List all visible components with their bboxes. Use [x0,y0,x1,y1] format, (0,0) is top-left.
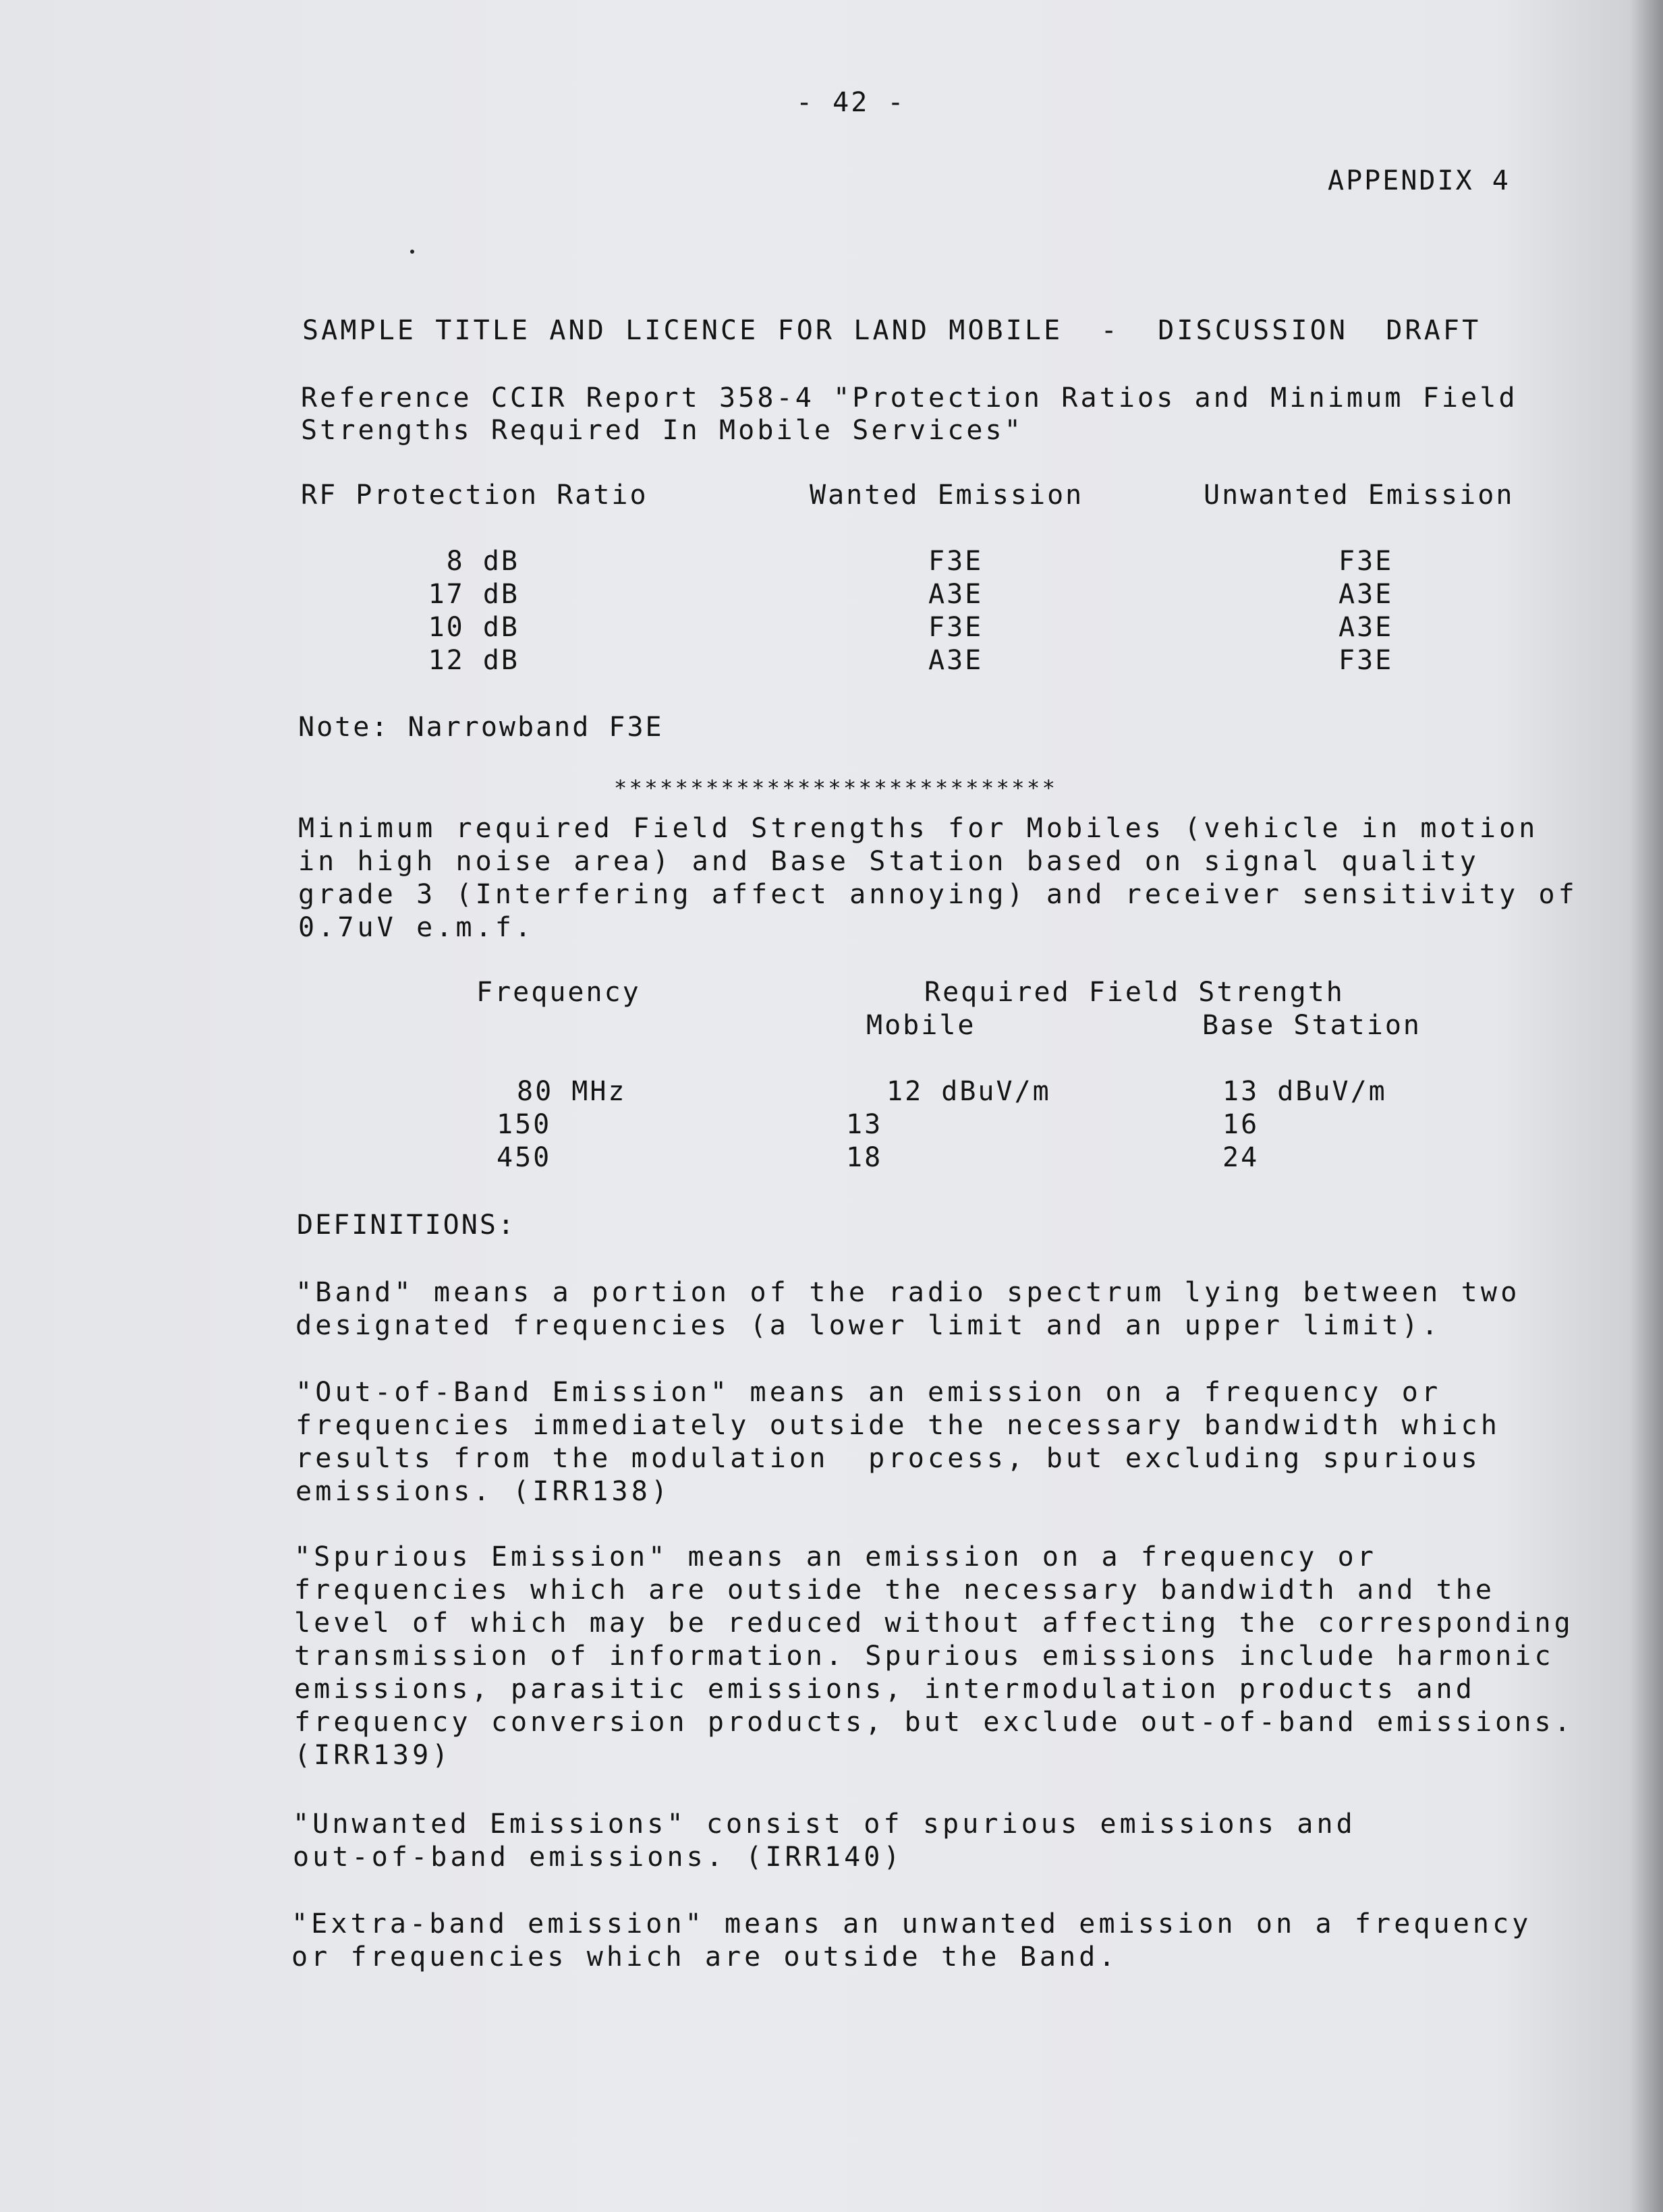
appendix-label: APPENDIX 4 [1328,165,1511,196]
definition-out-of-band-line: emissions. (IRR138) [295,1476,671,1507]
definition-band-line: designated frequencies (a lower limit and an upper limit). [295,1310,1442,1341]
header-required-field-strength: Required Field Strength [924,977,1345,1008]
ratio-value: 8 dB [446,546,519,577]
col-header-rf-protection: RF Protection Ratio [301,480,648,511]
min-field-line-2: in high noise area) and Base Station based on signal quality [298,846,1479,877]
definition-spurious-line: emissions, parasitic emissions, intermodulation products and [294,1674,1475,1705]
definition-spurious-line: frequency conversion products, but exclude out-of-band emissions. [294,1707,1574,1738]
base-station-value: 13 dBuV/m [1222,1076,1387,1107]
wanted-emission-value: F3E [928,546,984,577]
separator: ***************************** [614,775,1058,801]
ratio-value: 17 dB [428,579,519,610]
unwanted-emission-value: F3E [1338,645,1394,676]
page-number: - 42 - [796,87,906,118]
reference-line-1: Reference CCIR Report 358-4 "Protection Ratios and Minimum Field [301,382,1518,414]
min-field-line-4: 0.7uV e.m.f. [298,912,535,943]
note: Note: Narrowband F3E [298,712,664,743]
header-mobile: Mobile [866,1010,976,1041]
header-base-station: Base Station [1202,1010,1421,1041]
wanted-emission-value: A3E [928,645,984,676]
unwanted-emission-value: F3E [1338,546,1394,577]
definition-spurious-line: transmission of information. Spurious emissions include harmonic [294,1641,1554,1672]
mobile-value: 12 dBuV/m [886,1076,1051,1107]
wanted-emission-value: F3E [928,612,984,643]
frequency-value: 80 MHz [517,1076,627,1107]
ratio-value: 12 dB [428,645,519,676]
definition-unwanted-line: out-of-band emissions. (IRR140) [293,1842,903,1873]
min-field-line-3: grade 3 (Interfering affect annoying) and receiver sensitivity of [298,879,1578,910]
document-title: SAMPLE TITLE AND LICENCE FOR LAND MOBILE - DISCUSSION DRAFT [302,315,1482,346]
wanted-emission-value: A3E [928,579,984,610]
unwanted-emission-value: A3E [1338,579,1394,610]
definition-out-of-band-line: frequencies immediately outside the necessary bandwidth which [295,1410,1501,1441]
col-header-unwanted: Unwanted Emission [1204,480,1515,511]
definition-unwanted-line: "Unwanted Emissions" consist of spurious emissions and [293,1809,1356,1840]
base-station-value: 16 [1222,1109,1260,1140]
unwanted-emission-value: A3E [1338,612,1394,643]
frequency-value: 150 [497,1109,552,1140]
definition-extra-band-line: "Extra-band emission" means an unwanted emission on a frequency [291,1908,1532,1939]
mobile-value: 13 [846,1109,883,1140]
definition-out-of-band-line: results from the modulation process, but excluding spurious [295,1443,1481,1474]
definitions-heading: DEFINITIONS: [297,1210,516,1241]
stray-mark [410,250,414,254]
frequency-value: 450 [497,1142,552,1173]
definition-band-line: "Band" means a portion of the radio spectrum lying between two [295,1277,1521,1308]
mobile-value: 18 [846,1142,883,1173]
col-header-wanted: Wanted Emission [810,480,1084,511]
definition-spurious-line: frequencies which are outside the necessary bandwidth and the [294,1575,1496,1606]
definition-spurious-line: level of which may be reduced without affecting the corresponding [294,1608,1574,1639]
min-field-line-1: Minimum required Field Strengths for Mobiles (vehicle in motion [298,813,1539,844]
base-station-value: 24 [1222,1142,1260,1173]
definition-extra-band-line: or frequencies which are outside the Band. [291,1941,1119,1973]
definition-out-of-band-line: "Out-of-Band Emission" means an emission on a frequency or [295,1377,1442,1408]
ratio-value: 10 dB [428,612,519,643]
header-frequency: Frequency [476,977,641,1008]
definition-spurious-line: (IRR139) [294,1740,452,1771]
reference-line-2: Strengths Required In Mobile Services" [301,415,1023,446]
definition-spurious-line: "Spurious Emission" means an emission on a frequency or [294,1541,1378,1572]
